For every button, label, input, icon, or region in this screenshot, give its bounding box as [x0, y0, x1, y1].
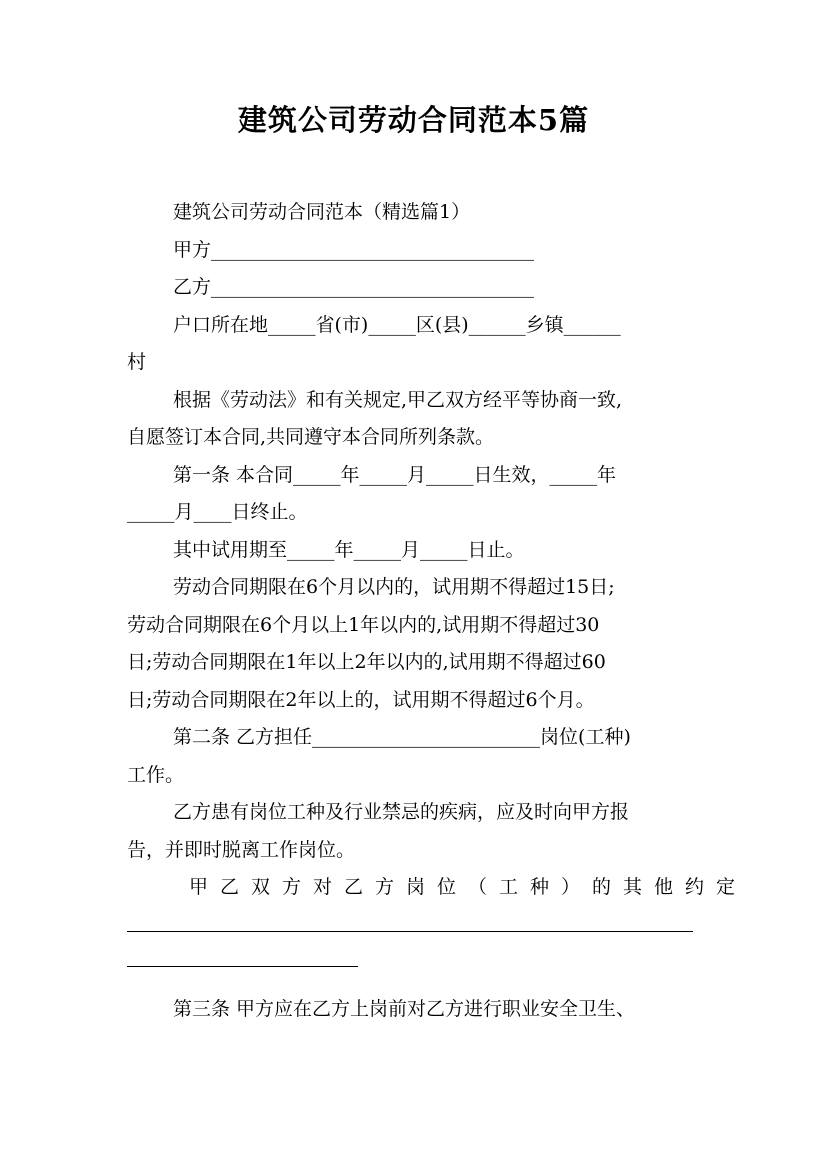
- party-b-line: 乙方__________________________________: [173, 276, 535, 298]
- fill-in-rule: [127, 931, 693, 932]
- preamble-line-2: 自愿签订本合同,共同遵守本合同所列条款。: [127, 426, 495, 448]
- preamble-line-1: 根据《劳动法》和有关规定,甲乙双方经平等协商一致,: [173, 388, 623, 411]
- article-2-line-1: 第二条 乙方担任________________________岗位(工种): [173, 726, 631, 748]
- probation-rule-line-3: 日;劳动合同期限在1年以上2年以内的,试用期不得超过60: [127, 651, 606, 673]
- disease-clause-line-1: 乙方患有岗位工种及行业禁忌的疾病，应及时向甲方报: [173, 801, 630, 823]
- article-3-line-1: 第三条 甲方应在乙方上岗前对乙方进行职业安全卫生、: [173, 997, 636, 1020]
- other-agreement-line: 甲乙双方对乙方岗位（工种）的其他约定: [189, 876, 748, 898]
- document-body: [127, 194, 748, 1028]
- household-registration-continued: 村: [127, 351, 147, 373]
- fill-in-rule: [127, 966, 358, 967]
- probation-rule-line-4: 日;劳动合同期限在2年以上的，试用期不得超过6个月。: [127, 688, 595, 711]
- probation-line: 其中试用期至_____年_____月_____日止。: [173, 538, 525, 561]
- probation-rule-line-1: 劳动合同期限在6个月以内的，试用期不得超过15日;: [173, 576, 615, 598]
- section-heading: 建筑公司劳动合同范本（精选篇1）: [173, 201, 471, 223]
- blank-line-1: [127, 907, 705, 944]
- article-2-line-2: 工作。: [127, 763, 185, 786]
- party-a-line: 甲方__________________________________: [173, 238, 535, 261]
- article-1-line-2: _____月____日终止。: [127, 501, 308, 523]
- probation-rule-line-2: 劳动合同期限在6个月以上1年以内的,试用期不得超过30: [127, 613, 600, 636]
- article-1-line-1: 第一条 本合同_____年_____月_____日生效，_____年: [173, 463, 617, 486]
- household-registration-line: 户口所在地_____省(市)_____区(县)______乡镇______: [173, 313, 621, 336]
- blank-line-2: [127, 944, 705, 981]
- disease-clause-line-2: 告，并即时脱离工作岗位。: [127, 838, 356, 861]
- document-title: 建筑公司劳动合同范本5篇: [237, 103, 590, 137]
